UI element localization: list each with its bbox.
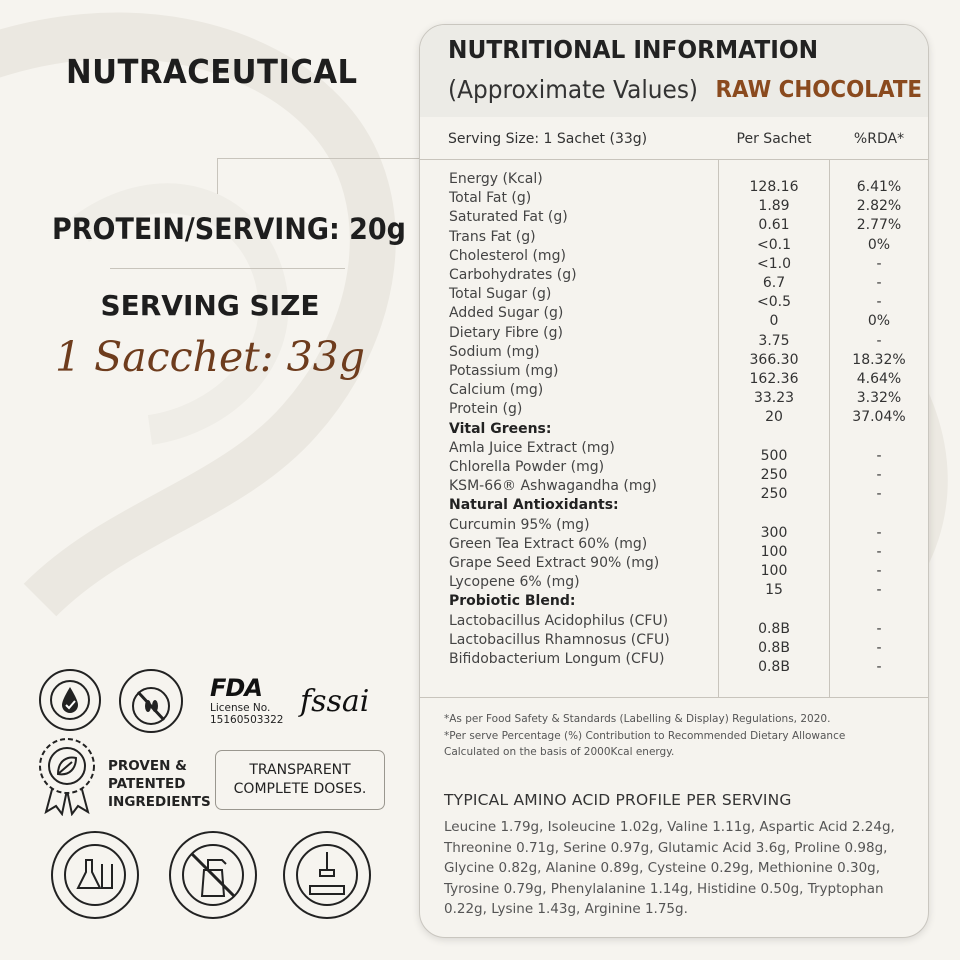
nutrient-value: 300 [760, 524, 788, 541]
nutrient-name: Green Tea Extract 60% (mg) [449, 535, 648, 552]
hypoallergenic-icon [38, 668, 102, 732]
nutrient-rda: - [876, 582, 882, 599]
panel-title: NUTRITIONAL INFORMATION [448, 35, 819, 64]
nutrient-name: Bifidobacterium Longum (CFU) [449, 651, 665, 667]
table-bottom-divider [420, 697, 928, 698]
nutrient-name: Chlorella Powder (mg) [449, 459, 605, 475]
nutrient-name: Carbohydrates (g) [449, 267, 577, 283]
nutrient-rda: 3.32% [856, 390, 902, 407]
transparent-line-2: COMPLETE DOSES. [233, 781, 367, 797]
nutrient-value: 500 [760, 447, 788, 464]
flask-icon [50, 830, 140, 920]
serving-size-value: 1 Sacchet: 33g [55, 333, 365, 381]
fda-license-label: License No. [210, 702, 271, 714]
col-rda: %RDA* [853, 131, 905, 147]
serving-size-label: SERVING SIZE [100, 289, 320, 322]
nutrient-rda: - [876, 447, 882, 464]
nutrient-value: 1.89 [758, 198, 790, 215]
col-per-sachet: Per Sachet [736, 131, 812, 147]
nutrient-name: Saturated Fat (g) [449, 209, 568, 226]
spray-bottle-icon [168, 830, 258, 920]
amino-acid-profile: Leucine 1.79g, Isoleucine 1.02g, Valine 1.11g, Aspartic Acid 2.24g, Threonine 0.71g, Serine 0.97g, Glutamic Acid 3.6g, Proline 0.98g, Glycine 0.82g, Alanine 0.89g, Cysteine 0.29g, Methionine 0.30g, Tyrosine 0.79g, Phenylalanine 1.14g, Histidine 0.50g, Tryptophan 0.22g, Lysine 1.43g, Arginine 1.75g. [444, 819, 895, 917]
nutrient-value: 250 [760, 486, 788, 503]
nutrient-value: 0 [769, 313, 779, 330]
nutrition-panel [419, 24, 929, 938]
proven-line-2: PATENTED [108, 776, 186, 792]
nutrient-rda: - [876, 620, 882, 637]
nutrient-value: 250 [760, 467, 788, 483]
nutrient-name: Curcumin 95% (mg) [449, 516, 590, 533]
nutrient-name: Total Fat (g) [449, 190, 532, 207]
nutrient-rda: - [876, 563, 882, 579]
nutrient-name: Grape Seed Extract 90% (mg) [449, 555, 660, 571]
section-antioxidants: Natural Antioxidants: [449, 497, 619, 514]
nutrient-value: 20 [765, 409, 783, 426]
nutrient-name: Cholesterol (mg) [449, 247, 566, 264]
crane-icon [282, 830, 372, 920]
table-header-divider [420, 159, 928, 160]
nutrient-value: 0.8B [758, 639, 790, 656]
nutrient-rda: 18.32% [852, 351, 906, 368]
nutrient-name: Dietary Fibre (g) [449, 324, 563, 341]
pesticide-free-badge [168, 830, 258, 920]
fda-license-number: 15160503322 [210, 714, 284, 726]
hypoallergenic-badge [38, 668, 102, 732]
gluten-soy-free-icon [118, 668, 184, 734]
nutrient-value: 128.16 [749, 179, 799, 195]
nutrient-value: 0.8B [758, 620, 790, 637]
nutrient-rda: - [876, 332, 882, 349]
nutrient-value: 162.36 [749, 371, 799, 387]
divider-vertical [217, 158, 218, 194]
transparent-doses-box [215, 750, 385, 810]
nutrient-value: 366.30 [749, 351, 799, 368]
nutrient-value: <0.1 [757, 236, 791, 253]
nutrient-rda: - [876, 275, 882, 291]
proven-text [108, 757, 211, 811]
section-vital-greens: Vital Greens: [449, 420, 552, 437]
nutrient-value: 0.61 [758, 217, 790, 234]
nutrient-name: Energy (Kcal) [449, 171, 543, 187]
nutrient-rda: - [876, 543, 882, 560]
protein-per-serving: PROTEIN/SERVING: 20g [52, 212, 406, 246]
nutrient-name: Protein (g) [449, 401, 523, 418]
proven-badge [34, 736, 100, 816]
footnote-1: *As per Food Safety & Standards (Labelling & Display) Regulations, 2020. [444, 713, 831, 725]
nutrient-name: Total Sugar (g) [449, 286, 552, 303]
nutrient-rda: - [876, 255, 882, 272]
nutrient-value: 33.23 [753, 390, 795, 407]
transparent-line-1: TRANSPARENT [249, 762, 351, 778]
nutrient-name: Added Sugar (g) [449, 305, 564, 322]
section-probiotic: Probiotic Blend: [449, 593, 576, 610]
nutrient-rda: 0% [867, 236, 891, 253]
nutrient-value: <0.5 [757, 294, 791, 311]
leaf-seal-icon [34, 736, 100, 816]
nutrient-name: Lactobacillus Rhamnosus (CFU) [449, 631, 670, 648]
nutrient-value: <1.0 [757, 255, 791, 272]
divider-mid [110, 268, 345, 269]
fda-badge [210, 674, 284, 726]
nutrient-value: 15 [765, 582, 783, 599]
heavy-metals-tested-badge [282, 830, 372, 920]
nutrient-value: 100 [760, 543, 788, 560]
nutrient-value: 3.75 [758, 332, 790, 349]
nutrient-rda: 37.04% [852, 409, 906, 426]
nutrient-value: 6.7 [762, 275, 786, 291]
fda-logo: FDA [210, 674, 262, 702]
proven-line-1: PROVEN & [108, 758, 187, 774]
nutrient-value: 100 [760, 563, 788, 579]
nutrient-rda: 2.77% [856, 217, 902, 234]
divider-top [217, 158, 420, 159]
nutrient-rda: - [876, 524, 882, 541]
nutrient-value: 0.8B [758, 659, 790, 675]
nutrient-rda: - [876, 467, 882, 483]
nutrient-name: Sodium (mg) [449, 343, 540, 360]
nutrient-rda: 4.64% [856, 371, 902, 387]
nutrient-name: KSM-66® Ashwagandha (mg) [449, 478, 657, 495]
nutrient-rda: 0% [867, 313, 891, 330]
panel-subtitle: (Approximate Values) [448, 75, 699, 104]
nutrient-rda: - [876, 659, 882, 675]
nutrient-name: Potassium (mg) [449, 363, 559, 379]
col-serving-size: Serving Size: 1 Sachet (33g) [448, 131, 648, 147]
fssai-logo: fssai [300, 684, 370, 719]
proven-line-3: INGREDIENTS [108, 794, 211, 810]
brand-heading: NUTRACEUTICAL [66, 52, 358, 91]
nutrient-name: Trans Fat (g) [449, 228, 536, 245]
nutrient-rda: 2.82% [856, 198, 902, 215]
gluten-soy-free-badge [118, 668, 184, 734]
footnote-3: Calculated on the basis of 2000Kcal energy. [444, 746, 675, 758]
nutrient-rda: - [876, 294, 882, 311]
nutrient-rda: - [876, 486, 882, 503]
nutrient-rda: 6.41% [856, 179, 902, 195]
lab-tested-badge [50, 830, 140, 920]
footnote-2: *Per serve Percentage (%) Contribution to Recommended Dietary Allowance [444, 730, 846, 742]
amino-acid-title: TYPICAL AMINO ACID PROFILE PER SERVING [444, 791, 792, 809]
nutrient-name: Lactobacillus Acidophilus (CFU) [449, 612, 669, 629]
nutrient-name: Amla Juice Extract (mg) [449, 439, 615, 456]
flavor-label: RAW CHOCOLATE [715, 77, 922, 103]
nutrient-rda: - [876, 639, 882, 656]
nutrient-name: Lycopene 6% (mg) [449, 574, 580, 591]
nutrient-name: Calcium (mg) [449, 382, 544, 399]
